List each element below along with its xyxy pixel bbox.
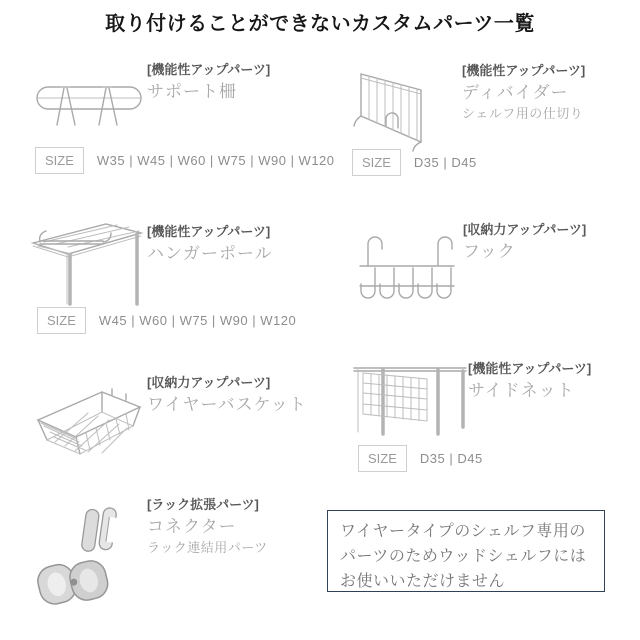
category-label: [機能性アップパーツ] — [462, 63, 586, 78]
size-values: W35 | W45 | W60 | W75 | W90 | W120 — [96, 153, 335, 168]
product-name: ワイヤーバスケット — [147, 395, 307, 414]
notice-line: お使いいただけません — [340, 573, 506, 590]
size-values: D35 | D45 — [419, 451, 483, 466]
wire-basket-illustration — [30, 382, 148, 474]
item-wire-basket — [147, 375, 307, 415]
item-hook — [463, 222, 586, 262]
category-label: [収納力アップパーツ] — [147, 375, 271, 390]
size-values: D35 | D45 — [413, 155, 477, 170]
hook-illustration — [342, 226, 462, 311]
product-name: ハンガーポール — [147, 244, 273, 263]
hanger-pole-illustration — [26, 214, 148, 309]
product-name: コネクター — [147, 517, 237, 536]
size-row-support-fence — [35, 147, 335, 174]
item-side-net — [468, 361, 591, 401]
item-connector — [147, 497, 268, 556]
item-hanger-pole — [147, 224, 273, 264]
category-label: [収納力アップパーツ] — [463, 222, 587, 237]
product-name: ディバイダー — [462, 83, 569, 102]
product-subtitle: ラック連結用パーツ — [147, 540, 268, 555]
side-net-illustration — [350, 357, 470, 437]
category-label: [ラック拡張パーツ] — [147, 497, 259, 512]
item-support-fence — [147, 62, 270, 102]
category-label: [機能性アップパーツ] — [468, 361, 592, 376]
category-label: [機能性アップパーツ] — [147, 224, 271, 239]
product-subtitle: シェルフ用の仕切り — [462, 106, 584, 121]
wire-shelf-only-notice — [327, 510, 605, 592]
connector-illustration — [32, 497, 127, 609]
item-divider — [462, 63, 585, 122]
page-title: 取り付けることができないカスタムパーツ一覧 — [105, 13, 535, 35]
divider-illustration — [347, 60, 439, 152]
size-values: W45 | W60 | W75 | W90 | W120 — [98, 313, 297, 328]
product-name: サイドネット — [468, 381, 575, 400]
product-name: サポート柵 — [147, 82, 237, 101]
size-row-side-net — [358, 445, 483, 472]
size-row-divider — [352, 149, 477, 176]
category-label: [機能性アップパーツ] — [147, 62, 271, 77]
notice-line: ワイヤータイプのシェルフ専用の — [340, 523, 586, 540]
size-label: SIZE — [37, 307, 86, 334]
notice-line: パーツのためウッドシェルフには — [340, 548, 587, 565]
size-label: SIZE — [35, 147, 84, 174]
product-name: フック — [463, 242, 516, 261]
size-label: SIZE — [352, 149, 401, 176]
size-row-hanger-pole — [37, 307, 296, 334]
support-fence-illustration — [30, 75, 148, 133]
size-label: SIZE — [358, 445, 407, 472]
